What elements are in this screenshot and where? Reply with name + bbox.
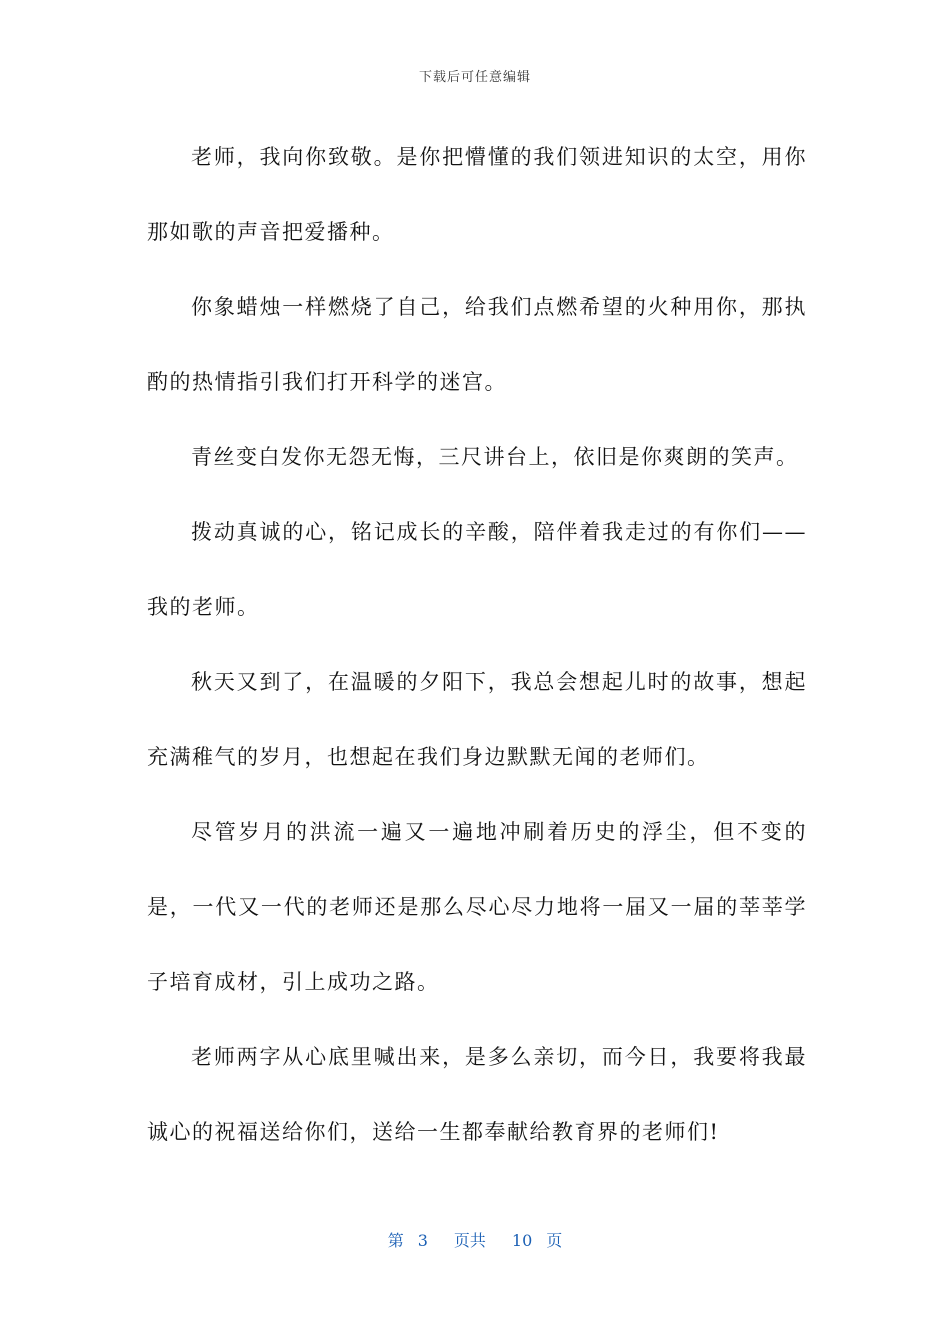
footer-prefix: 第 (387, 1231, 404, 1250)
footer-current-page: 3 (417, 1231, 428, 1250)
paragraph: 老师，我向你致敬。是你把懵懂的我们领进知识的太空，用你那如歌的声音把爱播种。 (147, 145, 807, 244)
paragraph: 你象蜡烛一样燃烧了自己，给我们点燃希望的火种用你，那执酌的热情指引我们打开科学的迷宫。 (147, 295, 807, 394)
paragraph: 老师两字从心底里喊出来，是多么亲切，而今日，我要将我最诚心的祝福送给你们，送给一生都奉献给教育界的老师们! (147, 1045, 807, 1144)
paragraph: 青丝变白发你无怨无悔，三尺讲台上，依旧是你爽朗的笑声。 (191, 445, 799, 469)
footer-total-pages: 10 (511, 1231, 533, 1250)
document-body (147, 120, 807, 1170)
footer-middle: 页共 (453, 1231, 486, 1250)
page-footer (0, 1228, 950, 1251)
page-header: 下载后可任意编辑 (418, 70, 531, 85)
paragraph: 秋天又到了，在温暖的夕阳下，我总会想起儿时的故事，想起充满稚气的岁月，也想起在我们身边默默无闻的老师们。 (147, 670, 807, 769)
paragraph: 拨动真诚的心，铭记成长的辛酸，陪伴着我走过的有你们——我的老师。 (147, 520, 807, 619)
paragraph: 尽管岁月的洪流一遍又一遍地冲刷着历史的浮尘，但不变的是，一代又一代的老师还是那么尽心尽力地将一届又一届的莘莘学子培育成材，引上成功之路。 (147, 820, 807, 994)
footer-suffix: 页 (546, 1231, 563, 1250)
